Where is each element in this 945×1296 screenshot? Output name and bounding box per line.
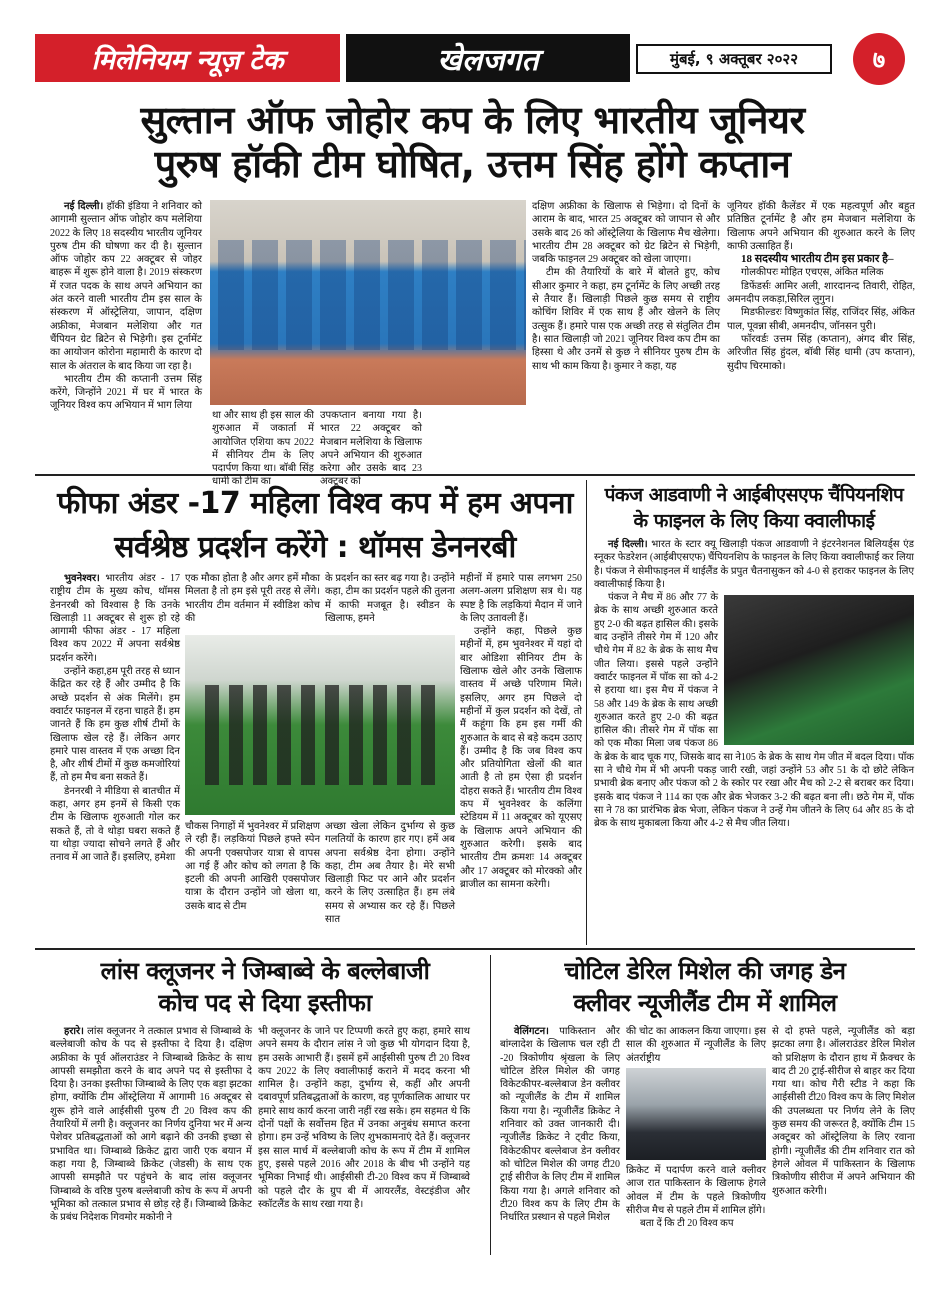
dateline: नई दिल्ली। [64, 201, 104, 212]
headline-line: सर्वश्रेष्ठ प्रदर्शन करेंगे : थॉमस डेननरबी [114, 530, 516, 565]
headline-line: के फाइनल के लिए किया क्वालीफाई [633, 510, 875, 532]
paragraph: पंकज ने मैच में 86 और 77 के ब्रेक के साथ अच्छी शुरुआत करते हुए 2-0 की बढ़त हासिल की। इसके बाद उन्होंने तीसरे गेम में 120 और चौथे गेम में 82 के ब्रेक के साथ मैच जीत लिया। इससे पहले उन्होंने क्वार्टर फाइनल में पॉक सा को 4-2 से हराया था। इस मैच में पंकज ने 58 और 149 के ब्रेक के साथ अच्छी शुरुआत करते हुए 2-0 की बढ़त हासिल की। तीसरे गेम में पॉक सा को एक मौका मिला जब पंकज 86 के ब्रेक के बाद चूक गए, जिसके बाद सा ने105 के ब्रेक के साथ गेम जीत में बदल दिया। पॉक सा ने चौथे गेम में भी अपनी पकड़ जारी रखी, जहां उन्होंने 53 और 51 के दो छोटे लेकिन प्रभावी ब्रेक बनाए और पंकज को 2 के स्कोर पर रखा और मैच को 2-2 से बराबर कर दिया। इसके बाद पंकज ने 114 का एक और ब्रेक भेजकर 3-2 की बढ़त बना ली। छठे गेम में, पॉक सा ने 78 का प्रारंभिक ब्रेक भेजा, लेकिन पंकज ने उन्हें गेम जीतने के लिए 64 और 85 के दो ब्रेक के साथ मुकाबला किया और 4-2 से मैच जीत लिया। [594, 592, 914, 830]
article-hockey-headline [35, 98, 910, 186]
paragraph: एक मौका होता है और अगर हमें मौका मिलता है तो हम इसे पूरी तरह से लेंगे। भारतीय टीम वर्तमान में स्वीडिश कोच की [185, 573, 320, 624]
paragraph: डिफेंडर्सः आमिर अली, शारदानन्द तिवारी, रोहित, अमनदीप लकड़ा,सिरिल लुगुन। [727, 280, 915, 306]
paragraph: महीनों में हमारे पास लगभग 250 अलग-अलग प्रशिक्षण सत्र थे। यह स्पष्ट है कि लड़कियां मैदान में जाने के लिए उतावली हैं। [460, 573, 582, 624]
headline-line: चोटिल डेरिल मिशेल की जगह डेन [564, 957, 846, 985]
newspaper-name: मिलेनियम न्यूज़ टेक [35, 34, 340, 82]
article-cleaver-col3 [772, 1025, 915, 1198]
article-fifa-col2-bottom [185, 820, 320, 913]
article-klusener-headline [45, 955, 485, 1019]
paragraph: अच्छा खेला लेकिन दुर्भाग्य से कुछ गलतियों के कारण हार गए। हमें अब अपना सर्वश्रेष्ठ देना होगा। उन्होंने कहा, टीम अब तैयार है। मेरे सभी खिलाड़ी फिट पर आने और प्रदर्शन करने के लिए उत्साहित हैं। हम लंबे समय से अभ्यास कर रहे हैं। पिछले सात [325, 821, 455, 926]
paragraph: लांस क्लूजनर ने तत्काल प्रभाव से जिम्बाब्वे के बल्लेबाजी कोच के पद से इस्तीफा दे दिया है। दक्षिण अफ्रीका के पूर्व ऑलराउंडर ने जिम्बाब्वे क्रिकेट के साथ आपसी समझौता करने के बाद अपने पद से इस्तीफा दे दिया है। उनका इस्तीफा जिम्बाब्वे के लिए एक बड़ा झटका होगा, क्योंकि टीम ऑस्ट्रेलिया में आगामी 16 अक्टूबर से शुरू होने वाले आईसीसी पुरुष टी 20 विश्व कप की तैयारियों में लगी है। क्लूजनर का निर्णय दुनिया भर में अन्य पेशेवर प्रतिबद्धताओं को आगे बढ़ाने की उनकी इच्छा से प्रभावित था। जिम्बाब्वे क्रिकेट द्वारा जारी एक बयान में कहा गया है, जिम्बाब्वे क्रिकेट (जेडसी) के साथ एक आपसी समझौते पर पहुंचने के बाद लांस क्लूजनर जिम्बाब्वे के वरिष्ठ पुरुष बल्लेबाजी कोच के रूप में अपनी भूमिका को तत्काल प्रभाव से छोड़ रहे हैं। जिम्बाब्वे क्रिकेट के प्रबंध निदेशक गिवमोर मकोनी ने [50, 1026, 252, 1224]
article-fifa-col1 [50, 572, 180, 865]
section-title: खेलजगत [346, 34, 630, 82]
article-cleaver-col1 [500, 1025, 620, 1224]
headline-line: लांस क्लूजनर ने जिम्बाब्वे के बल्लेबाजी [100, 957, 430, 985]
paragraph: भारतीय अंडर - 17 राष्ट्रीय टीम के मुख्य कोच, थॉमस डेननरबी को विश्वास है कि उनके खिलाड़ी 11 अक्टूबर से शुरू हो रहे आगामी फीफा अंडर - 17 महिला विश्व कप 2022 में अपना सर्वश्रेष्ठ प्रदर्शन करेंगे। [50, 573, 180, 664]
headline-line: पंकज आडवाणी ने आईबीएसएफ चैंपियनशिप [604, 484, 904, 506]
dateline: वेलिंगटन। [514, 1026, 549, 1037]
paragraph: बता दें कि टी 20 विश्व कप [640, 1218, 734, 1230]
paragraph: पाकिस्तान और बांग्लादेश के खिलाफ चल रही टी -20 त्रिकोणीय श्रृंखला के लिए चोटिल डेरिल मिशेल की जगह विकेटकीपर-बल्लेबाज डेन क्लीवर को न्यूजीलैंड के टीम में शामिल किया गया है। न्यूजीलैंड क्रिकेट ने शनिवार को उक्त जानकारी दी। न्यूजीलैंड क्रिकेट ने ट्वीट किया, विकेटकीपर बल्लेबाज डेन क्लीवर को चोटिल मिशेल की जगह टी20 ट्राई सीरीज के लिए टीम में शामिल किया गया है। अगले शनिवार को टी20 विश्व कप के लिए टीम के निर्धारित प्रस्थान से पहले मिशेल [500, 1026, 621, 1224]
cricketers-photo [626, 1068, 766, 1160]
paragraph: जूनियर हॉकी कैलेंडर में एक महत्वपूर्ण और बहुत प्रतिष्ठित टूर्नामेंट है और हम मेजबान मलेशिया के खिलाफ अपने अभियान की शुरुआत करने के लिए काफी उत्साहित हैं। [727, 201, 915, 252]
paragraph: भारत के स्टार क्यू खिलाड़ी पंकज आडवाणी ने इंटरनेशनल बिलियर्ड्स एंड स्नूकर फेडरेशन (आईबीएसएफ) चैंपियनशिप के फाइनल के लिए किया क्वालीफाई कर लिया है। पंकज ने सेमीफाइनल में थाईलैंड के प्रपुत चैतनासुकन को 4-0 से हराकर फाइनल के लिए क्वालीफाई किया है। [594, 539, 915, 590]
article-hockey-col2 [212, 409, 314, 489]
paragraph: दक्षिण अफ्रीका के खिलाफ से भिड़ेगा। दो दिनों के आराम के बाद, भारत 25 अक्टूबर को जापान से और उसके बाद 26 को ऑस्ट्रेलिया के खिलाफ मैच खेलेगा। भारतीय टीम 28 अक्टूबर को ग्रेट ब्रिटेन से भिड़ेगी, जबकि फाइनल 29 अक्टूबर को खेला जाएगा। [532, 201, 720, 266]
paragraph: था और साथ ही इस साल की शुरुआत में जकार्ता में आयोजित एशिया कप 2022 में सीनियर टीम के लिए पदार्पण किया था। बॉबी सिंह धामी को टीम का [212, 410, 314, 488]
paragraph: चौकस निगाहों में भुवनेश्वर में प्रशिक्षण ले रही हैं। लड़कियां पिछले हफ्ते स्पेन की अपनी एक्सपोजर यात्रा से वापस आ गई हैं और कोच को लगता है कि इटली की अपनी आखिरी एक्सपोजर यात्रा के दौरान उन्होंने जो खेला था, उसके बाद से टीम [185, 821, 320, 912]
article-fifa-col4 [460, 572, 582, 891]
paragraph: हॉकी इंडिया ने शनिवार को आगामी सुल्तान ऑफ जोहोर कप मलेशिया 2022 के लिए 18 सदस्यीय भारतीय जूनियर पुरुष टीम की घोषणा कर दी है। सुल्तान ऑफ जोहोर कप 22 अक्टूबर से जोहर बाहरू में शुरू होने वाला है। 2019 संस्करण में रजत पदक के साथ अपने अभियान का अंत करने वाली भारतीय टीम इस साल के संस्करण में ऑस्ट्रेलिया, जापान, दक्षिण अफ्रीका, मेजबान मलेशिया और गत चैंपियन ग्रेट ब्रिटेन से भिड़ेगी। इस टूर्नामेंट का आयोजन कोरोना महामारी के कारण दो साल के अंतराल के बाद किया जा रहा है। [50, 201, 203, 372]
issue-date: मुंबई, ९ अक्तूबर २०२२ [636, 44, 832, 74]
paragraph: भी क्लूजनर के जाने पर टिप्पणी करते हुए कहा, हमारे साथ अपने समय के दौरान लांस ने जो कुछ भी योगदान दिया है, हम उसके आभारी हैं। इसमें हमें आईसीसी पुरुष टी 20 विश्व कप 2022 के लिए क्वालीफाई कराने में मदद करना भी शामिल है। उन्होंने कहा, दुर्भाग्य से, कहीं और अपनी दबावपूर्ण प्रतिबद्धताओं के कारण, वह पूर्णकालिक आधार पर हमारे साथ कार्य करना जारी नहीं रख सके। हम सहमत थे कि दोनों पक्षों के सर्वोत्तम हित में उनका अनुबंध समाप्त करना होगा। हम उन्हें भविष्य के लिए शुभकामनाएं देते हैं। क्लूजनर इस साल मार्च में बल्लेबाजी कोच के रूप में टीम में शामिल हुए, इससे पहले 2016 और 2018 के बीच भी उन्होंने यह भूमिका निभाई थी। आईसीसी टी-20 विश्व कप में जिम्बाब्वे को पहले दौर के ग्रुप बी में आयरलैंड, वेस्टइंडीज और स्कॉटलैंड के साथ रखा गया है। [258, 1026, 470, 1210]
article-snooker-headline [590, 482, 918, 534]
article-hockey-col5 [727, 200, 915, 373]
paragraph: क्रिकेट में पदार्पण करने वाले क्लीवर आज रात पाकिस्तान के खिलाफ हेगले ओवल में टीम के पहले त्रिकोणीय सीरीज मैच से पहले टीम में शामिल होंगे। [626, 1165, 766, 1216]
paragraph: गोलकीपरः मोहित एचएस, अंकित मलिक [741, 267, 884, 279]
dateline: हरारे। [64, 1026, 84, 1037]
divider [35, 948, 915, 950]
divider [490, 955, 491, 1255]
article-fifa-col3-top [325, 572, 455, 625]
article-klusener-col2 [258, 1025, 470, 1211]
divider [35, 474, 915, 476]
headline-line: क्लीवर न्यूजीलैंड टीम में शामिल [573, 989, 837, 1017]
divider [586, 480, 587, 945]
page-number: ७ [853, 33, 905, 85]
paragraph: मिडफील्डरः विष्णुकांत सिंह, राजिंदर सिंह, अंकित पाल, पूवन्ना सीबी, अमनदीप, जॉनसन पुरी। [727, 307, 915, 332]
article-cleaver-headline [495, 955, 915, 1019]
headline-line: सुल्तान ऑफ जोहोर कप के लिए भारतीय जूनियर [140, 98, 805, 142]
article-cleaver-col2-top [626, 1025, 766, 1065]
article-snooker-body [594, 538, 914, 831]
headline-line: फीफा अंडर -17 महिला विश्व कप में हम अपना [57, 486, 573, 521]
paragraph: डेननरबी ने मीडिया से बातचीत में कहा, अगर हम इनमें से किसी एक टीम के खिलाफ शुरुआती गोल कर सकते हैं, तो वे थोड़ा घबरा सकते हैं या थोड़ा ज्यादा सोचने लगते हैं और तनाव में आ जाते हैं। इसलिए, हमेशा [50, 785, 180, 864]
article-cleaver-col2-bottom [626, 1164, 766, 1230]
paragraph: भारतीय टीम की कप्तानी उत्तम सिंह करेंगे, जिन्होंने 2021 में घर में भारत के जूनियर विश्व कप अभियान में भाग लिया [50, 373, 202, 412]
paragraph: उपकप्तान बनाया गया है। भारत 22 अक्टूबर को मेजबान मलेशिया के खिलाफ अपने अभियान की शुरुआत करेगा और उसके बाद 23 अक्टूबर को [320, 410, 422, 488]
article-fifa-col3-bottom [325, 820, 455, 926]
subheading: 18 सदस्यीय भारतीय टीम इस प्रकार है– [741, 253, 894, 266]
headline-line: पुरुष हॉकी टीम घोषित, उत्तम सिंह होंगे कप्तान [154, 142, 791, 186]
snooker-player-photo [724, 595, 914, 745]
paragraph: के प्रदर्शन का स्तर बढ़ गया है। उन्होंने कहा, टीम का प्रदर्शन पहले की तुलना में काफी मजबूत है। स्वीडन के खिलाफ, हमने [325, 573, 455, 624]
headline-line: कोच पद से दिया इस्तीफा [158, 989, 372, 1017]
article-hockey-col4 [532, 200, 720, 373]
article-hockey-col1 [50, 200, 202, 413]
paragraph: की चोट का आकलन किया जाएगा। इस साल की शुरुआत में न्यूजीलैंड के लिए अंतर्राष्ट्रीय [626, 1026, 766, 1064]
football-team-photo [185, 635, 455, 815]
hockey-team-photo [210, 200, 526, 405]
paragraph: फॉरवर्डः उत्तम सिंह (कप्तान), अंगद बीर सिंह, अरिजीत सिंह हुंदल, बॉबी सिंह धामी (उप कप्तान), सुदीप चिरमाको। [727, 333, 915, 372]
dateline: भुवनेश्वर। [64, 573, 100, 584]
article-hockey-col3 [320, 409, 422, 489]
paragraph: उन्होंने कहा, पिछले कुछ महीनों में, हम भुवनेश्वर में यहां दो बार ओडिशा सीनियर टीम के खिलाफ खेले और उनके खिलाफ वास्तव में अच्छे परिणाम मिले। इसलिए, अगर हम पिछले दो महीनों में कुल प्रदर्शन को देखें, तो मैं कहूंगा कि हम इस गर्मी की शुरुआत के बाद से बड़े कदम उठाए हैं। उम्मीद है कि जब विश्व कप और प्रतियोगिता खेलों की बात आती है तो हम ऐसा ही प्रदर्शन दोहरा सकते हैं। भारतीय टीम विश्व कप में भुवनेश्वर के कलिंगा स्टेडियम में 11 अक्टूबर को यूएसए के खिलाफ अपने अभियान की शुरुआत करेगी। इसके बाद भारतीय टीम क्रमशः 14 अक्टूबर और 17 अक्टूबर को मोरक्को और ब्राजील का सामना करेगी। [460, 626, 582, 890]
paragraph: से दो हफ्ते पहले, न्यूजीलैंड को बड़ा झटका लगा है। ऑलराउंडर डेरिल मिशेल को प्रशिक्षण के दौरान हाथ में फ्रैक्चर के बाद टी 20 ट्राई-सीरीज से बाहर कर दिया गया था। कोच गैरी स्टीड ने कहा कि आईसीसी टी20 विश्व कप के लिए मिशेल की उपलब्धता पर निर्णय लेने के लिए कुछ समय की जरूरत है, क्योंकि टीम 15 अक्टूबर को ऑस्ट्रेलिया के लिए रवाना होगी। न्यूजीलैंड की टीम शनिवार रात को हेगले ओवल में पाकिस्तान के खिलाफ त्रिकोणीय सीरीज में अपने अभियान की शुरुआत करेगी। [772, 1026, 915, 1197]
dateline: नई दिल्ली। [608, 539, 648, 550]
article-klusener-col1 [50, 1025, 252, 1224]
article-fifa-headline [45, 482, 585, 570]
article-fifa-col2-top [185, 572, 320, 625]
paragraph: टीम की तैयारियों के बारे में बोलते हुए, कोच सीआर कुमार ने कहा, हम टूर्नामेंट के लिए अच्छी तरह से तैयार हैं। खिलाड़ी पिछले कुछ समय से राष्ट्रीय कोचिंग शिविर में एक साथ हैं और खेलने के लिए उत्सुक हैं। हमारे पास एक अच्छी तरह से संतुलित टीम है। सात खिलाड़ी जो 2021 जूनियर विश्व कप टीम का हिस्सा थे और उनमें से कुछ ने सीनियर पुरुष टीम के साथ भी काम किया है। कुमार ने कहा, यह [532, 267, 720, 372]
paragraph: उन्होंने कहा,हम पूरी तरह से ध्यान केंद्रित कर रहे हैं और उम्मीद है कि अच्छे प्रदर्शन से अंक मिलेंगे। हम क्वार्टर फाइनल में रहना चाहते हैं। हम जानते हैं कि हम कुछ शीर्ष टीमों के खिलाफ खेल रहे हैं। लेकिन अगर हमारे पास वास्तव में एक अच्छा दिन है, और शीर्ष टीमों में कुछ कमजोरियां हैं, तो हम मैच बना सकते हैं। [50, 666, 180, 784]
